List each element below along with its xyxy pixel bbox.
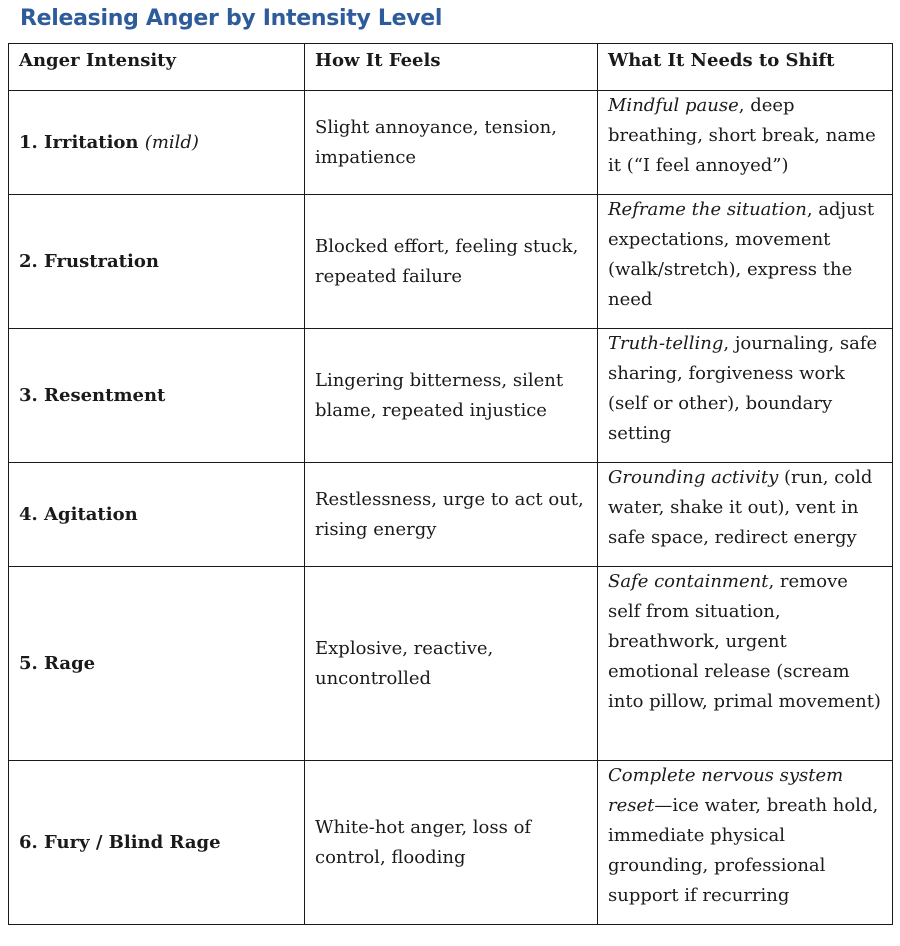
shift-lead: Reframe the situation: [608, 199, 807, 220]
shift-lead: Grounding activity: [608, 467, 779, 488]
what-it-needs-cell: [598, 463, 893, 567]
intensity-level-cell: [9, 195, 305, 329]
what-it-needs-cell: [598, 329, 893, 463]
table-row: [9, 761, 893, 925]
how-it-feels-cell: Lingering bitterness, silent blame, repeated injustice: [305, 329, 598, 463]
how-it-feels-cell: Slight annoyance, tension, impatience: [305, 91, 598, 195]
table-row: [9, 463, 893, 567]
what-it-needs-cell: [598, 195, 893, 329]
header-anger-intensity: Anger Intensity: [9, 44, 305, 91]
header-what-it-needs: What It Needs to Shift: [598, 44, 893, 91]
table-row: [9, 91, 893, 195]
table-header-row: [9, 44, 893, 91]
intensity-level-cell: [9, 329, 305, 463]
intensity-level-cell: [9, 567, 305, 761]
shift-lead: Truth-telling: [608, 333, 724, 354]
shift-rest: , adjust expectations, movement (walk/stretch), express the need: [608, 199, 875, 310]
table-row: [9, 567, 893, 761]
header-how-it-feels: How It Feels: [305, 44, 598, 91]
intensity-level: 6. Fury / Blind Rage: [19, 831, 221, 853]
intensity-note: (mild): [144, 131, 199, 153]
what-it-needs-cell: [598, 91, 893, 195]
shift-lead: Safe containment: [608, 571, 769, 592]
shift-rest: , deep breathing, short break, name it (“I feel annoyed”): [608, 95, 876, 176]
how-it-feels-cell: Restlessness, urge to act out, rising energy: [305, 463, 598, 567]
table-row: [9, 195, 893, 329]
intensity-level-cell: [9, 761, 305, 925]
shift-lead: Complete nervous system reset: [608, 765, 844, 816]
anger-intensity-table: [8, 43, 893, 925]
intensity-level: 3. Resentment: [19, 384, 166, 406]
shift-lead: Mindful pause: [608, 95, 739, 116]
intensity-level: 2. Frustration: [19, 250, 159, 272]
shift-rest: —ice water, breath hold, immediate physical grounding, professional support if recurring: [608, 795, 879, 906]
intensity-level-cell: [9, 91, 305, 195]
intensity-level: 4. Agitation: [19, 503, 138, 525]
table-row: [9, 329, 893, 463]
shift-rest: (run, cold water, shake it out), vent in safe space, redirect energy: [608, 467, 873, 548]
shift-rest: , journaling, safe sharing, forgiveness work (self or other), boundary setting: [608, 333, 878, 444]
how-it-feels-cell: Explosive, reactive, uncontrolled: [305, 567, 598, 761]
intensity-level: 1. Irritation: [19, 131, 139, 153]
intensity-level-cell: [9, 463, 305, 567]
what-it-needs-cell: [598, 567, 893, 761]
intensity-level: 5. Rage: [19, 652, 96, 674]
shift-rest: , remove self from situation, breathwork, urgent emotional release (scream into pillow, primal movement): [608, 571, 881, 712]
what-it-needs-cell: [598, 761, 893, 925]
how-it-feels-cell: White-hot anger, loss of control, flooding: [305, 761, 598, 925]
page-title: Releasing Anger by Intensity Level: [20, 6, 443, 31]
how-it-feels-cell: Blocked effort, feeling stuck, repeated failure: [305, 195, 598, 329]
